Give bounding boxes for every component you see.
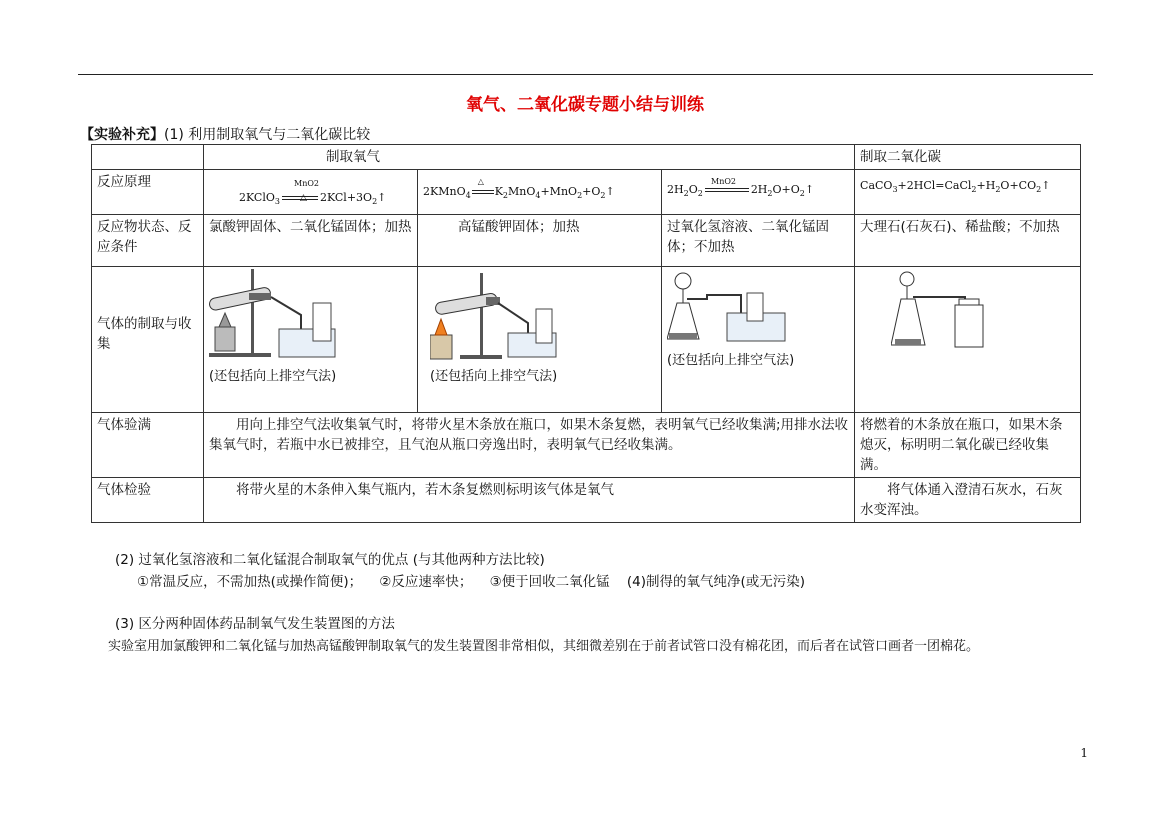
distinguish-heading: (3) 区分两种固体药品制氧气发生装置图的方法 xyxy=(115,616,395,632)
test-o2: 将带火星的木条伸入集气瓶内，若木条复燃则标明该气体是氧气 xyxy=(204,478,855,523)
catalyst-label: MnO2 xyxy=(711,177,736,186)
row-label-test: 气体检验 xyxy=(92,478,204,523)
header-oxygen: 制取氧气 xyxy=(204,145,855,170)
header-co2: 制取二氧化碳 xyxy=(855,145,1081,170)
row-label-full: 气体验满 xyxy=(92,413,204,478)
section-intro: (1) 利用制取氧气与二氧化碳比较 xyxy=(164,127,371,143)
row-label-state: 反应物状态、反应条件 xyxy=(92,215,204,267)
catalyst-label: MnO2 xyxy=(294,179,319,188)
apparatus-kclo3 xyxy=(204,267,418,413)
equation-caco3: $CaCO_3+2HCl=CaCl_2+H_2O+CO_2↑$ xyxy=(855,170,1081,215)
table-row xyxy=(92,478,1081,523)
caption: (还包括向上排空气法) xyxy=(209,369,337,385)
distinguish-text: 实验室用加氯酸钾和二氧化锰与加热高锰酸钾制取氧气的发生装置图非常相似，其细微差别在于前者试管口没有棉花团，而后者在试管口画者一团棉花。 xyxy=(108,639,980,654)
state-h2o2: 过氧化氢溶液、二氧化锰固体；不加热 xyxy=(662,215,855,267)
equation-h2o2: MnO2 $2H_2O_2$ $2H_2O+O_2↑$ xyxy=(662,170,855,215)
full-o2: 用向上排空气法收集氧气时，将带火星木条放在瓶口，如果木条复燃，表明氧气已经收集满;用排水法收集氧气时，若瓶中水已被排空，且气泡从瓶口旁逸出时，表明氧气已经收集满。 xyxy=(204,413,855,478)
apparatus-caco3 xyxy=(855,267,1081,413)
table-row xyxy=(92,413,1081,478)
state-caco3: 大理石(石灰石)、稀盐酸；不加热 xyxy=(855,215,1081,267)
flask-apparatus-diagram xyxy=(667,269,787,345)
table-row xyxy=(92,170,1081,215)
caption: (还包括向上排空气法) xyxy=(430,369,558,385)
comparison-table xyxy=(91,144,1081,523)
test-co2: 将气体通入澄清石灰水，石灰水变浑浊。 xyxy=(855,478,1081,523)
state-kmno4: 高锰酸钾固体；加热 xyxy=(418,215,662,267)
caption: (还包括向上排空气法) xyxy=(667,353,795,369)
co2-apparatus-diagram xyxy=(891,269,991,351)
page-title: 氧气、二氧化碳专题小结与训练 xyxy=(466,95,704,115)
heat-symbol: △ xyxy=(300,193,307,203)
table-row xyxy=(92,215,1081,267)
page-number: 1 xyxy=(1080,746,1088,760)
state-kclo3: 氯酸钾固体、二氧化锰固体；加热 xyxy=(204,215,418,267)
equation-kclo3: MnO2 △ 2KClO$_3$ $2KCl+3O_2↑$ xyxy=(204,170,418,215)
advantages-list: ①常温反应，不需加热(或操作简便)； ②反应速率快； ③便于回收二氧化锰 (4)制得的氧气纯净(或无污染) xyxy=(137,574,805,590)
advantages-heading: (2) 过氧化氢溶液和二氧化锰混合制取氧气的优点 (与其他两种方法比较) xyxy=(115,552,545,568)
section-tag: 【实验补充】 xyxy=(80,127,164,143)
heating-apparatus-diagram xyxy=(430,269,560,361)
full-co2: 将燃着的木条放在瓶口，如果木条熄灭，标明明二氧化碳已经收集满。 xyxy=(855,413,1081,478)
apparatus-h2o2 xyxy=(662,267,855,413)
header-blank xyxy=(92,145,204,170)
row-label-principle: 反应原理 xyxy=(92,170,204,215)
header-rule xyxy=(78,74,1093,75)
apparatus-kmno4 xyxy=(418,267,662,413)
section-heading xyxy=(80,124,370,144)
table-row xyxy=(92,267,1081,413)
table-row xyxy=(92,145,1081,170)
equation-kmno4: 2KMnO$_4$ △ $K_2MnO_4+MnO_2+O_2↑$ xyxy=(418,170,662,215)
row-label-apparatus: 气体的制取与收集 xyxy=(92,267,204,413)
heating-apparatus-diagram xyxy=(209,269,339,361)
